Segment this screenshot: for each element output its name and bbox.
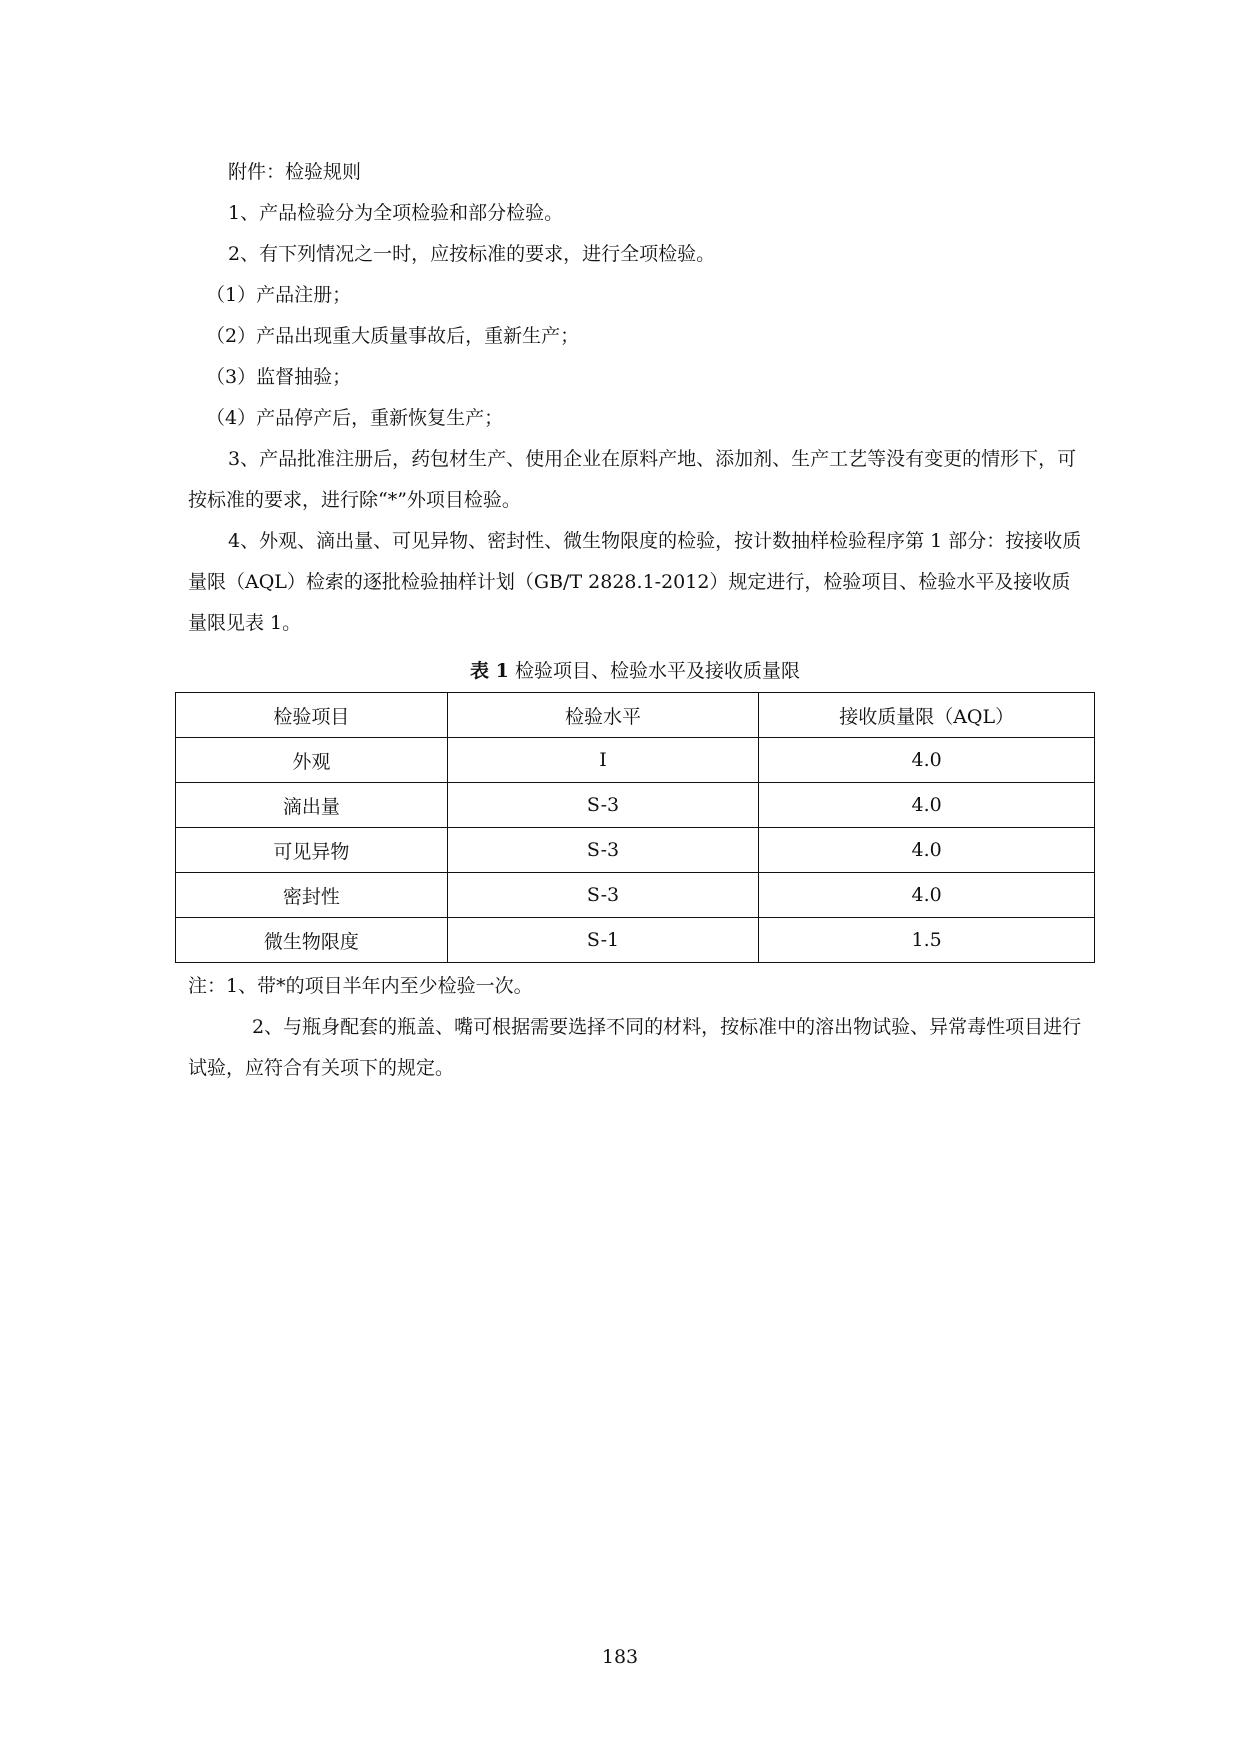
table-row	[176, 873, 1095, 918]
cell-item: 可见异物	[176, 828, 448, 873]
paragraph-4: 4、外观、滴出量、可见异物、密封性、微生物限度的检验，按计数抽样检验程序第 1 部分：按接收质量限（AQL）检索的逐批检验抽样计划（GB/T 2828.1-2012）规定进行，检验项目、检验水平及接收质量限见表 1。	[188, 530, 1082, 634]
body-text	[188, 152, 1088, 644]
cell-aql: 4.0	[759, 783, 1095, 828]
paragraph-2-item-3: （3）监督抽验；	[206, 366, 352, 388]
paragraph-1: 1、产品检验分为全项检验和部分检验。	[228, 202, 564, 224]
cell-level: S-1	[447, 918, 759, 963]
note-1: 注：1、带*的项目半年内至少检验一次。	[188, 975, 533, 997]
cell-aql: 4.0	[759, 873, 1095, 918]
cell-level: S-3	[447, 828, 759, 873]
table-caption	[175, 657, 1095, 685]
cell-aql: 1.5	[759, 918, 1095, 963]
cell-item: 外观	[176, 738, 448, 783]
cell-level: S-3	[447, 783, 759, 828]
inspection-table	[175, 692, 1095, 963]
table-notes	[188, 966, 1088, 1089]
paragraph-3: 3、产品批准注册后，药包材生产、使用企业在原料产地、添加剂、生产工艺等没有变更的情形下，可按标准的要求，进行除“*”外项目检验。	[188, 448, 1077, 511]
cell-level: I	[447, 738, 759, 783]
table-row	[176, 828, 1095, 873]
cell-aql: 4.0	[759, 738, 1095, 783]
paragraph-2-item-1: （1）产品注册；	[206, 284, 352, 306]
cell-level: S-3	[447, 873, 759, 918]
table-row	[176, 783, 1095, 828]
header-aql: 接收质量限（AQL）	[759, 693, 1095, 738]
cell-item: 微生物限度	[176, 918, 448, 963]
table-header-row	[176, 693, 1095, 738]
table-row	[176, 738, 1095, 783]
table-row	[176, 918, 1095, 963]
table-caption-label: 表 1	[470, 660, 509, 682]
cell-item: 密封性	[176, 873, 448, 918]
header-level: 检验水平	[447, 693, 759, 738]
header-item: 检验项目	[176, 693, 448, 738]
page-number: 183	[601, 1646, 639, 1668]
table-caption-text: 检验项目、检验水平及接收质量限	[514, 660, 800, 682]
cell-aql: 4.0	[759, 828, 1095, 873]
paragraph-2: 2、有下列情况之一时，应按标准的要求，进行全项检验。	[228, 243, 716, 265]
cell-item: 滴出量	[176, 783, 448, 828]
section-heading: 附件：检验规则	[228, 161, 362, 183]
paragraph-2-item-2: （2）产品出现重大质量事故后，重新生产；	[206, 325, 580, 347]
paragraph-2-item-4: （4）产品停产后，重新恢复生产；	[206, 407, 504, 429]
note-2: 2、与瓶身配套的瓶盖、嘴可根据需要选择不同的材料，按标准中的溶出物试验、异常毒性项目进行试验，应符合有关项下的规定。	[188, 1016, 1082, 1079]
